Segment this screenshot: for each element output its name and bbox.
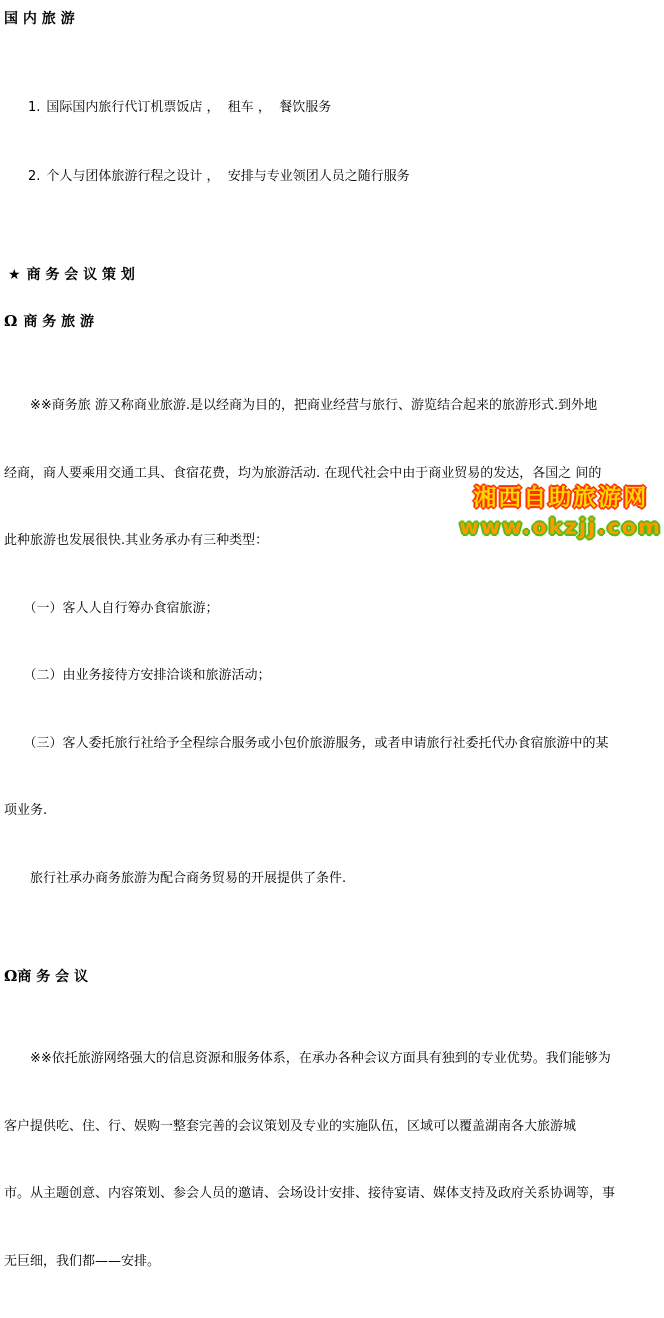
list-item-text: 国际国内旅行代订机票饭店 ， 租车 ， 餐饮服务 xyxy=(46,100,332,115)
paragraph-line: （二）由业务接待方安排洽谈和旅游活动； xyxy=(4,668,271,683)
watermark-site-name: 湘西自助旅游网 xyxy=(473,485,649,511)
watermark-site-url: www.okzjj.com xyxy=(459,515,662,539)
omega-bullet-icon: Ω xyxy=(4,967,18,985)
list-item xyxy=(28,96,664,119)
domestic-travel-list xyxy=(28,50,664,234)
paragraph-line: 此种旅游也发展很快.其业务承办有三种类型： xyxy=(4,533,269,548)
heading-business-meeting-planning xyxy=(0,234,664,284)
paragraph-line: （一）客人人自行筹办食宿旅游； xyxy=(4,600,219,616)
paragraph-line: 经商，商人要乘用交通工具、食宿花费，均为旅游活动. 在现代社会中由于商业贸易的发达，各国之 间的 xyxy=(4,465,602,481)
paragraph-line: （三）客人委托旅行社给予全程综合服务或小包价旅游服务，或者申请旅行社委托代办食宿旅游中的某 xyxy=(4,735,609,751)
paragraph-line: 无巨细，我们都——安排。 xyxy=(4,1253,161,1269)
heading-text: 商 务 会 议 策 划 xyxy=(26,267,135,283)
paragraph-line: ※※商务旅 游又称商业旅游.是以经商为目的，把商业经营与旅行、游览结合起来的旅游形式.到外地 xyxy=(4,398,598,413)
heading-domestic-travel: 国 内 旅 游 xyxy=(4,11,75,27)
paragraph-line: 客户提供吃、住、行、娱购一整套完善的会议策划及专业的实施队伍，区域可以覆盖湖南各大旅游城 xyxy=(4,1118,577,1134)
heading-text: 商 务 会 议 xyxy=(17,969,88,985)
heading-business-meeting xyxy=(0,935,664,986)
paragraph-line: 项业务. xyxy=(4,803,48,818)
list-item-number: 1. xyxy=(28,100,41,115)
star-icon: ★ xyxy=(8,267,21,283)
paragraph-line: ※※依托旅游网络强大的信息资源和服务体系，在承办各种会议方面具有独到的专业优势。我们能够为 xyxy=(4,1051,611,1066)
list-item xyxy=(28,165,664,188)
omega-bullet-icon: Ω xyxy=(4,312,18,330)
list-item-number: 2. xyxy=(28,169,41,184)
business-travel-paragraph xyxy=(4,350,664,935)
paragraph-line: 旅行社承办商务旅游为配合商务贸易的开展提供了条件. xyxy=(4,870,347,886)
heading-text: 商 务 旅 游 xyxy=(23,314,94,330)
business-meeting-paragraph xyxy=(4,1003,664,1318)
paragraph-line: 市。从主题创意、内容策划、参会人员的邀请、会场设计安排、接待宴请、媒体支持及政府关系协调等，事 xyxy=(4,1186,616,1201)
list-item-text: 个人与团体旅游行程之设计 ， 安排与专业领团人员之随行服务 xyxy=(46,169,410,184)
heading-business-travel xyxy=(0,284,664,331)
